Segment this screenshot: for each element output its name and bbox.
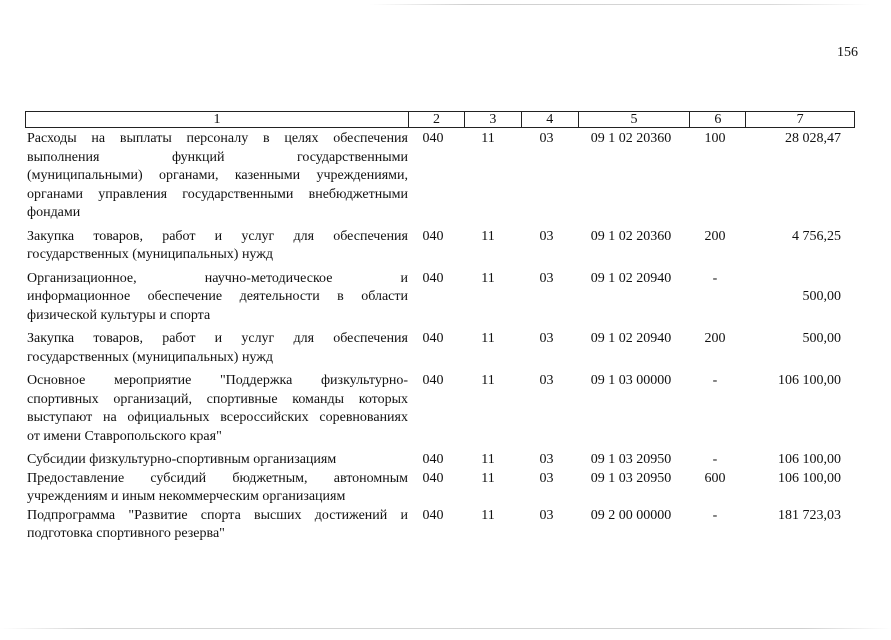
target-article-code: 09 1 03 20950 (590, 470, 672, 486)
description-line: выступают на официальных всероссийских соревнованиях (27, 410, 408, 425)
table-row (25, 470, 855, 507)
header-col-6: 6 (689, 112, 745, 127)
amount-cell (743, 270, 852, 326)
amount-value: 500,00 (802, 289, 841, 304)
ministry-code: 040 (422, 507, 444, 523)
row-description (25, 372, 408, 446)
expense-type-code: 200 (704, 228, 726, 244)
description-line: государственных (муниципальных) нужд (27, 247, 274, 262)
target-article-code: 09 1 03 20950 (590, 452, 672, 467)
row-description (25, 470, 408, 507)
description-line: от имени Ставропольского края" (27, 428, 222, 444)
expense-type-code: 100 (704, 131, 726, 146)
amount-cell (743, 130, 852, 223)
target-article-code: 09 1 02 20940 (590, 270, 672, 286)
expense-type-code: - (712, 373, 718, 388)
description-line: учреждениям и иным некоммерческим организациям (27, 489, 346, 504)
description-line: Основное мероприятие "Поддержка физкультурно- (27, 373, 408, 388)
target-article-code: 09 1 02 20360 (590, 228, 672, 244)
table-row (25, 507, 855, 544)
expense-type-code: 200 (704, 331, 726, 346)
table-row (25, 270, 855, 326)
subsection-code: 03 (539, 270, 554, 286)
ministry-code: 040 (422, 470, 444, 486)
section-code: 11 (481, 270, 495, 286)
description-line: Закупка товаров, работ и услуг для обеспечения (27, 228, 408, 244)
description-line: Предоставление субсидий бюджетным, автономным (27, 470, 408, 486)
row-description (25, 130, 408, 223)
scan-edge-top (370, 4, 870, 5)
table-row (25, 228, 855, 265)
amount-cell (743, 372, 852, 446)
ministry-code: 040 (422, 228, 444, 244)
amount-value: 4 756,25 (792, 228, 841, 244)
target-article-code: 09 2 00 00000 (590, 507, 672, 523)
table-row (25, 330, 855, 367)
subsection-code: 03 (539, 131, 554, 146)
header-col-7: 7 (745, 112, 854, 127)
description-line: подготовка спортивного резерва" (27, 526, 225, 541)
description-line: выполнения функций государственными (27, 149, 408, 165)
header-col-5: 5 (578, 112, 690, 127)
amount-value: 28 028,47 (785, 131, 841, 146)
amount-value: 106 100,00 (778, 452, 841, 467)
subsection-code: 03 (539, 470, 554, 486)
header-col-1: 1 (213, 112, 221, 127)
description-line: Подпрограмма "Развитие спорта высших достижений и (27, 507, 408, 523)
section-code: 11 (481, 373, 495, 388)
row-description (25, 330, 408, 367)
amount-cell (743, 330, 852, 367)
amount-value: 106 100,00 (778, 470, 841, 486)
table-row (25, 372, 855, 446)
table-row (25, 130, 855, 223)
amount-cell (743, 451, 852, 470)
ministry-code: 040 (422, 452, 444, 467)
page-number: 156 (837, 45, 858, 60)
row-description (25, 451, 408, 470)
expense-type-code: - (712, 452, 718, 467)
amount-value: 181 723,03 (778, 507, 841, 523)
description-line: спортивных организаций, спортивные команды которых (27, 391, 408, 407)
description-line: Субсидии физкультурно-спортивным организациям (27, 452, 337, 467)
section-code: 11 (481, 131, 495, 146)
header-col-2: 2 (408, 112, 464, 127)
amount-cell (743, 228, 852, 265)
table-header (25, 111, 855, 128)
description-line: физической культуры и спорта (27, 307, 211, 323)
amount-cell (743, 470, 852, 507)
amount-value: 106 100,00 (778, 373, 841, 388)
description-line: Закупка товаров, работ и услуг для обеспечения (27, 331, 408, 346)
section-code: 11 (481, 470, 495, 486)
scan-edge-bottom (0, 628, 891, 629)
section-code: 11 (481, 452, 495, 467)
amount-cell (743, 507, 852, 544)
description-line: фондами (27, 205, 81, 220)
amount-value: 500,00 (802, 331, 841, 346)
description-line: государственных (муниципальных) нужд (27, 349, 274, 365)
target-article-code: 09 1 02 20360 (590, 131, 672, 146)
target-article-code: 09 1 03 00000 (590, 373, 672, 388)
row-description (25, 270, 408, 326)
expense-type-code: - (712, 270, 718, 286)
description-line: Организационное, научно-методическое и (27, 270, 408, 286)
section-code: 11 (481, 228, 495, 244)
subsection-code: 03 (539, 507, 554, 523)
expense-type-code: 600 (704, 470, 726, 486)
description-line: информационное обеспечение деятельности в области (27, 289, 408, 304)
subsection-code: 03 (539, 452, 554, 467)
target-article-code: 09 1 02 20940 (590, 331, 672, 346)
table-row (25, 451, 855, 470)
description-line: органами управления государственными внебюджетными (27, 186, 408, 202)
section-code: 11 (481, 331, 495, 346)
header-col-4: 4 (521, 112, 578, 127)
header-col-3: 3 (464, 112, 521, 127)
row-description (25, 228, 408, 265)
table-body (25, 130, 855, 544)
ministry-code: 040 (422, 373, 444, 388)
description-line: (муниципальными) органами, казенными учреждениями, (27, 168, 408, 183)
row-description (25, 507, 408, 544)
ministry-code: 040 (422, 331, 444, 346)
description-line: Расходы на выплаты персоналу в целях обеспечения (27, 131, 408, 146)
expense-type-code: - (712, 507, 718, 523)
subsection-code: 03 (539, 228, 554, 244)
ministry-code: 040 (422, 270, 444, 286)
ministry-code: 040 (422, 131, 444, 146)
section-code: 11 (481, 507, 495, 523)
subsection-code: 03 (539, 373, 554, 388)
subsection-code: 03 (539, 331, 554, 346)
